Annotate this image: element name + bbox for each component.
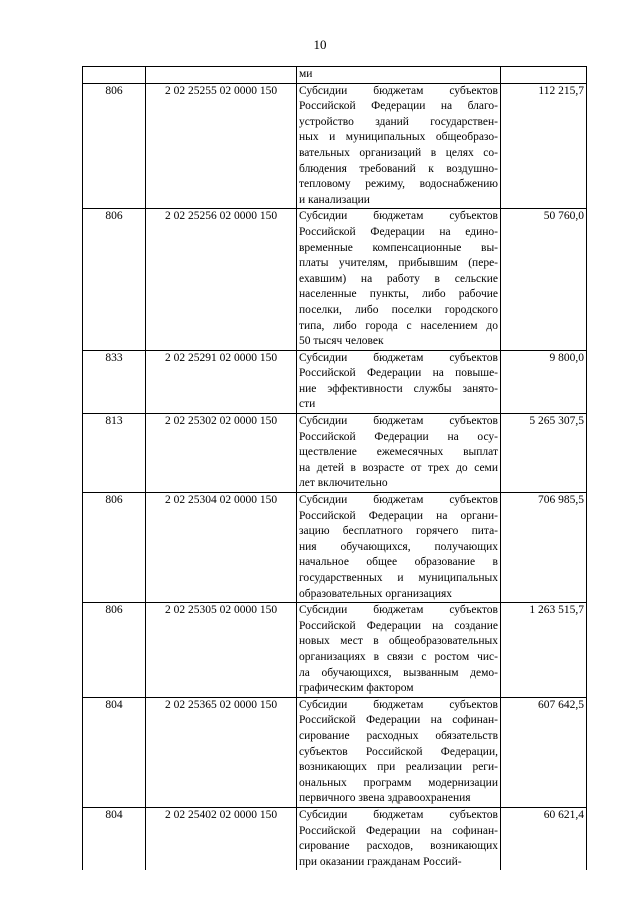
description-cell [297, 67, 501, 84]
description-line: вательных организаций в целях со- [299, 146, 498, 159]
description-line: при оказании гражданам Россий- [299, 855, 462, 868]
description-line: ществление ежемесячных выплат [299, 446, 498, 459]
description-line: устройство зданий государствен- [299, 115, 498, 128]
description-line: начальное общее образование в [299, 556, 498, 569]
description-line: временные компенсационные вы- [299, 241, 498, 254]
description-line: Российской Федерации на осу- [299, 430, 498, 443]
amount-cell: 9 800,0 [501, 350, 587, 413]
description-cell [297, 807, 501, 870]
description-line: первичного звена здравоохранения [299, 792, 471, 805]
description-line: Российской Федерации на органи- [299, 509, 498, 522]
description-line: ми [299, 68, 313, 80]
description-line: Субсидии бюджетам субъектов [299, 604, 498, 617]
description-line: ных и муниципальных общеобразо- [299, 131, 498, 144]
description-line: зацию бесплатного горячего пита- [299, 525, 498, 538]
description-line: блюдения требований к воздушно- [299, 162, 498, 175]
description-line: на детей в возрасте от трех до семи [299, 461, 498, 474]
admin-code-cell: 806 [83, 493, 146, 603]
description-line: Российской Федерации на едино- [299, 225, 498, 238]
admin-code-cell: 806 [83, 209, 146, 350]
amount-cell: 706 985,5 [501, 493, 587, 603]
description-line: ния обучающихся, получающих [299, 540, 498, 553]
description-cell [297, 603, 501, 698]
description-cell [297, 350, 501, 413]
amount-cell: 5 265 307,5 [501, 414, 587, 493]
description-line: и канализации [299, 193, 370, 206]
table-row [83, 83, 587, 209]
admin-code-cell [83, 67, 146, 84]
description-line: лет включительно [299, 477, 388, 490]
table-row-continuation [83, 67, 587, 84]
budget-code-cell [146, 67, 297, 84]
amount-cell: 112 215,7 [501, 83, 587, 209]
description-line: сирование расходов, возникающих [299, 840, 498, 853]
description-line: возникающих при реализации реги- [299, 761, 498, 774]
budget-code-cell: 2 02 25305 02 0000 150 [146, 603, 297, 698]
admin-code-cell: 804 [83, 697, 146, 807]
budget-code-cell: 2 02 25302 02 0000 150 [146, 414, 297, 493]
admin-code-cell: 806 [83, 603, 146, 698]
description-line: Российской Федерации на повыше- [299, 367, 498, 380]
table-row [83, 350, 587, 413]
description-line: 50 тысяч человек [299, 335, 384, 348]
amount-cell: 1 263 515,7 [501, 603, 587, 698]
amount-cell: 50 760,0 [501, 209, 587, 350]
description-line: Субсидии бюджетам субъектов [299, 415, 498, 428]
budget-revenue-table [82, 66, 587, 870]
budget-code-cell: 2 02 25256 02 0000 150 [146, 209, 297, 350]
description-line: поселки, либо поселки городского [299, 303, 498, 316]
description-line: ла обучающихся, вызванным демо- [299, 666, 498, 679]
description-line: Субсидии бюджетам субъектов [299, 210, 498, 223]
description-line: Субсидии бюджетам субъектов [299, 84, 498, 97]
admin-code-cell: 813 [83, 414, 146, 493]
description-line: Российской Федерации на софинан- [299, 824, 498, 837]
description-line: ехавшим) на работу в сельские [299, 272, 498, 285]
description-line: Российской Федерации на софинан- [299, 714, 498, 727]
table-body [83, 67, 587, 871]
description-cell [297, 493, 501, 603]
budget-code-cell: 2 02 25291 02 0000 150 [146, 350, 297, 413]
description-line: субъектов Российской Федерации, [299, 745, 498, 758]
budget-code-cell: 2 02 25365 02 0000 150 [146, 697, 297, 807]
budget-code-cell: 2 02 25304 02 0000 150 [146, 493, 297, 603]
table-row [83, 697, 587, 807]
description-line: новых мест в общеобразовательных [299, 635, 498, 648]
description-line: Субсидии бюджетам субъектов [299, 698, 498, 711]
amount-cell: 60 621,4 [501, 807, 587, 870]
description-line: платы учителям, прибывшим (пере- [299, 257, 498, 270]
description-line: Российской Федерации на создание [299, 619, 498, 632]
description-line: Российской Федерации на благо- [299, 100, 498, 113]
description-line: образовательных организациях [299, 587, 453, 600]
description-cell [297, 83, 501, 209]
description-cell [297, 209, 501, 350]
budget-code-cell: 2 02 25255 02 0000 150 [146, 83, 297, 209]
admin-code-cell: 804 [83, 807, 146, 870]
description-line: графическим фактором [299, 682, 414, 695]
description-line: сирование расходных обязательств [299, 729, 498, 742]
table-row [83, 603, 587, 698]
admin-code-cell: 833 [83, 350, 146, 413]
description-line: организациях в связи с ростом чис- [299, 650, 498, 663]
amount-cell [501, 67, 587, 84]
description-line: ональных программ модернизации [299, 776, 498, 789]
description-line: ние эффективности службы занято- [299, 382, 498, 395]
description-line: Субсидии бюджетам субъектов [299, 351, 498, 364]
description-line: Субсидии бюджетам субъектов [299, 494, 498, 507]
table-row [83, 807, 587, 870]
description-line: тепловому режиму, водоснабжению [299, 178, 498, 191]
admin-code-cell: 806 [83, 83, 146, 209]
description-line: населенные пункты, либо рабочие [299, 288, 498, 301]
description-line: Субсидии бюджетам субъектов [299, 808, 498, 821]
description-cell [297, 697, 501, 807]
table-row [83, 414, 587, 493]
table-row [83, 209, 587, 350]
page-number: 10 [313, 37, 327, 52]
amount-cell: 607 642,5 [501, 697, 587, 807]
description-cell [297, 414, 501, 493]
description-line: типа, либо города с населением до [299, 319, 498, 332]
description-line: сти [299, 398, 316, 411]
table-row [83, 493, 587, 603]
description-line: государственных и муниципальных [299, 572, 498, 584]
budget-code-cell: 2 02 25402 02 0000 150 [146, 807, 297, 870]
